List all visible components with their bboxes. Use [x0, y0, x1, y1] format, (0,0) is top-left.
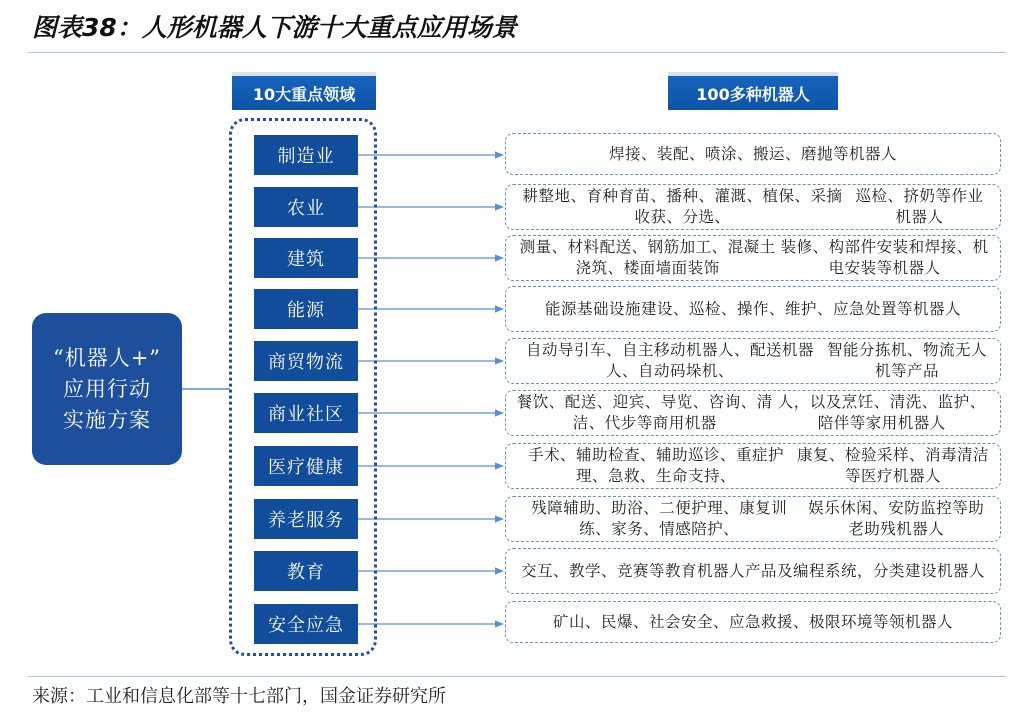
robot-list-line: 焊接、装配、喷涂、搬运、磨抛等机器人: [608, 144, 897, 163]
robot-list-line: 人: [945, 299, 962, 318]
robot-list-education: [505, 548, 1001, 594]
robot-list-line: 测量、材料配送、钢筋加工、混凝土浇筑、楼面墙面装饰: [519, 238, 776, 277]
robot-list-line: 智能分拣机、物流无人机等产品: [827, 341, 988, 380]
figure-title: 图表38：人形机器人下游十大重点应用场景: [32, 13, 517, 42]
robot-list-manufacturing: [505, 133, 1001, 175]
domains-header: 10大重点领域: [232, 72, 376, 110]
domain-emergency: 安全应急: [254, 604, 358, 644]
robot-list-line: 装修、构部件安装和焊接、机电安装等机器人: [780, 238, 989, 277]
robot-list-healthcare: [505, 443, 1001, 489]
domain-manufacturing: 制造业: [254, 135, 358, 175]
robot-list-elderly-care: [505, 496, 1001, 542]
domain-education: 教育: [254, 551, 358, 591]
robot-list-line: 娱乐休闲、安防监控等助老助残机器人: [808, 499, 985, 538]
robot-list-agriculture: [505, 184, 1001, 230]
robot-list-line: 矿山、民爆、社会安全、应急救援、极限环境等领机器人: [552, 612, 953, 631]
source-divider: [28, 676, 1006, 677]
action-plan-line: 应用行动: [63, 376, 151, 401]
action-plan-line: 实施方案: [63, 407, 151, 432]
source-note: 来源：工业和信息化部等十七部门，国金证券研究所: [32, 686, 446, 707]
domain-energy: 能源: [254, 289, 358, 329]
robots-header: 100多种机器人: [668, 72, 838, 110]
robot-list-line: 交互、教学、竞赛等教育机器人产品及编程系统，分类建: [520, 561, 921, 580]
robot-list-line: 康复、检验采样、消毒清洁等医疗机器人: [797, 446, 990, 485]
action-plan-box: [32, 313, 182, 465]
robot-list-commercial-community: [505, 390, 1001, 436]
domain-construction: 建筑: [254, 238, 358, 278]
robot-list-emergency: [505, 601, 1001, 643]
robot-list-line: 巡检、挤奶等作业机器人: [855, 187, 984, 226]
domain-elderly-care: 养老服务: [254, 499, 358, 539]
robot-list-logistics: [505, 338, 1001, 384]
robot-list-line: 手术、辅助检查、辅助巡诊、重症护理、急救、生命支持、: [528, 446, 785, 485]
robot-list-line: 残障辅助、助浴、二便护理、康复训练、家务、情感陪护、: [531, 499, 788, 538]
action-plan-line: “机器人+”: [52, 345, 162, 370]
robot-list-line: 人，以及烹饪、清洗、监护、陪伴等家用机器人: [777, 393, 986, 432]
robot-list-line: 设机器人: [921, 561, 986, 580]
robot-list-construction: [505, 235, 1001, 281]
domain-logistics: 商贸物流: [254, 341, 358, 381]
domain-healthcare: 医疗健康: [254, 446, 358, 486]
robot-list-line: 耕整地、育种育苗、播种、灌溉、植保、采摘收获、分选、: [522, 187, 843, 226]
domain-commercial-community: 商业社区: [254, 393, 358, 433]
robot-list-line: 能源基础设施建设、巡检、操作、维护、应急处置等机器: [544, 299, 945, 318]
robot-list-line: 餐饮、配送、迎宾、导览、咨询、清洁、代步等商用机器: [516, 393, 773, 432]
domain-agriculture: 农业: [254, 187, 358, 227]
robot-list-energy: [505, 286, 1001, 332]
robot-list-line: 自动导引车、自主移动机器人、配送机器人、自动码垛机、: [526, 341, 815, 380]
